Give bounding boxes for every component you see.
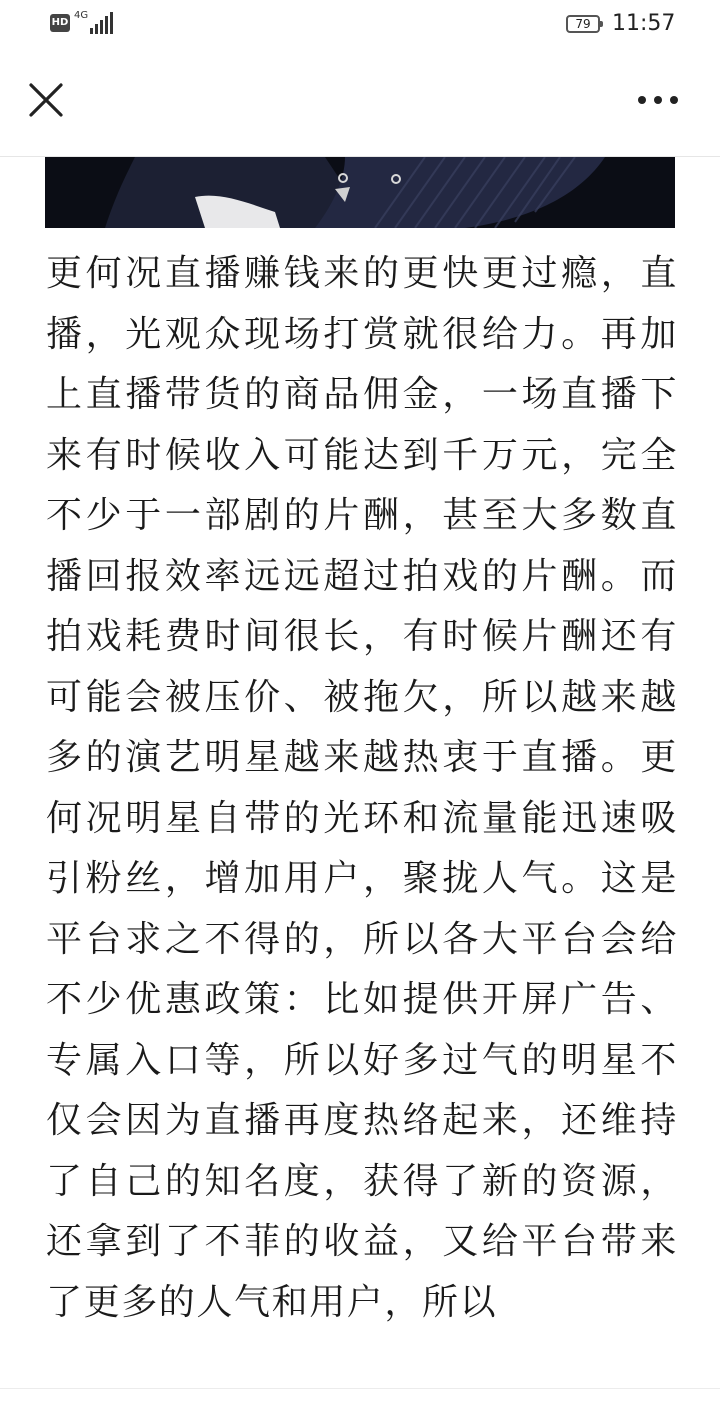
battery-icon: 79 <box>566 15 600 33</box>
more-icon <box>630 82 686 118</box>
article-body-text: 更何况直播赚钱来的更快更过瘾，直播，光观众现场打赏就很给力。再加上直播带货的商品佣金，一场直播下来有时候收入可能达到千万元，完全不少于一部剧的片酬，甚至大多数直播回报效率远远超过拍戏的片酬。而拍戏耗费时间很长，有时候片酬还有可能会被压价、被拖欠，所以越来越多的演艺明星越来越热衷于直播。更何况明星自带的光环和流量能迅速吸引粉丝，增加用户，聚拢人气。这是平台求之不得的，所以各大平台会给不少优惠政策：比如提供开屏广告、专属入口等，所以好多过气的明星不仅会因为直播再度热络起来，还维持了自己的知名度，获得了新的资源，还拿到了不菲的收益，又给平台带来了更多的人气和用户，所以 <box>46 253 678 1323</box>
article-image <box>45 157 675 228</box>
close-button[interactable] <box>22 76 70 124</box>
network-type-label: 4G <box>74 10 89 21</box>
status-time: 11:57 <box>612 11 676 36</box>
more-options-button[interactable] <box>630 82 686 118</box>
hd-badge: HD <box>50 14 70 32</box>
article-photo-crop <box>45 157 675 228</box>
status-bar <box>0 0 720 50</box>
top-nav-bar <box>0 50 720 157</box>
close-icon <box>22 76 70 124</box>
bottom-divider <box>0 1388 720 1389</box>
signal-strength-icon <box>90 12 114 34</box>
